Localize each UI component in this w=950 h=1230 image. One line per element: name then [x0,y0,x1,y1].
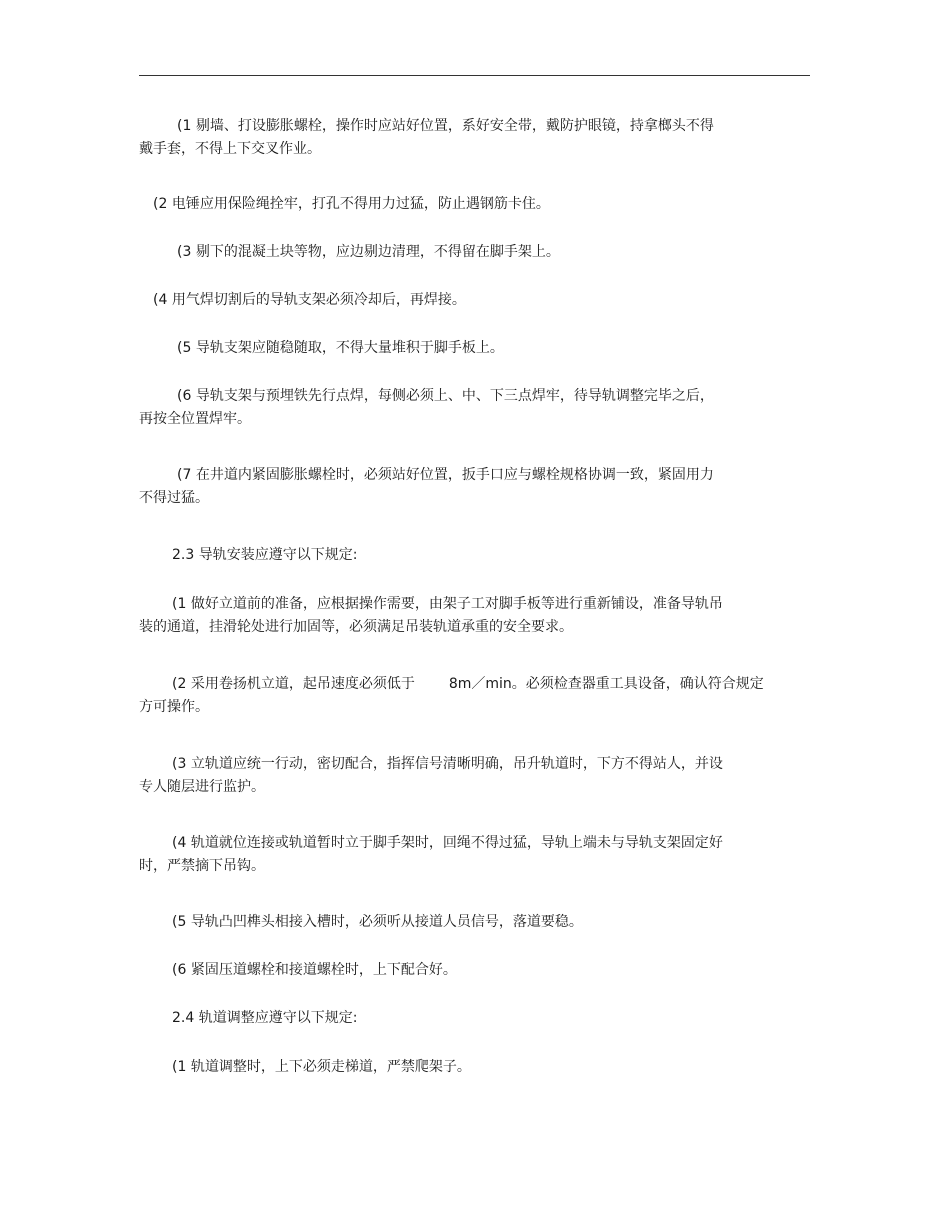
heading-text: 2.4 轨道调整应遵守以下规定: [172,1010,358,1026]
text-line: (3 剔下的混凝土块等物，应边剔边清理，不得留在脚手架上。 [177,244,560,260]
text-line: 戴手套，不得上下交叉作业。 [139,141,321,157]
paragraph-2-3-2 [139,673,789,719]
paragraph-6 [139,385,789,431]
text-line: (5 导轨凸凹榫头相接入槽时，必须听从接道人员信号，落道要稳。 [172,914,583,930]
section-heading-2-4 [139,1007,789,1030]
paragraph-2-3-1 [139,593,789,639]
text-segment: 8m／min。必须检查器重工具设备，确认符合规定 [448,676,764,692]
section-heading-2-3 [139,544,789,567]
paragraph-3 [139,241,789,264]
text-line: (6 导轨支架与预埋铁先行点焊，每侧必须上、中、下三点焊牢，待导轨调整完毕之后， [177,388,714,404]
text-line [139,673,789,696]
text-line: (4 用气焊切割后的导轨支架必须冷却后，再焊接。 [153,292,466,308]
paragraph-7 [139,464,789,510]
text-line: 装的通道，挂滑轮处进行加固等，必须满足吊装轨道承重的安全要求。 [139,619,573,635]
paragraph-4 [139,289,789,312]
text-line: (2 电锤应用保险绳拴牢，打孔不得用力过猛，防止遇钢筋卡住。 [153,196,550,212]
paragraph-2-3-3 [139,753,789,799]
paragraph-2 [139,193,789,216]
header-rule [139,75,810,76]
text-line: 时，严禁摘下吊钩。 [139,858,265,874]
text-line: 再按全位置焊牢。 [139,411,251,427]
text-line: 方可操作。 [139,699,209,715]
paragraph-1 [139,115,789,161]
paragraph-2-3-6 [139,959,789,982]
text-segment: (2 采用卷扬机立道，起吊速度必须低于 [172,676,415,692]
text-line: 不得过猛。 [139,490,209,506]
text-line: (1 做好立道前的准备，应根据操作需要，由架子工对脚手板等进行重新铺设，准备导轨吊 [172,596,723,612]
text-line: 专人随层进行监护。 [139,779,265,795]
heading-text: 2.3 导轨安装应遵守以下规定: [172,547,358,563]
text-line: (6 紧固压道螺栓和接道螺栓时，上下配合好。 [172,962,457,978]
text-line: (1 轨道调整时，上下必须走梯道，严禁爬架子。 [172,1059,471,1075]
text-line: (5 导轨支架应随稳随取，不得大量堆积于脚手板上。 [177,340,504,356]
paragraph-5 [139,337,789,360]
text-line: (7 在井道内紧固膨胀螺栓时，必须站好位置，扳手口应与螺栓规格协调一致，紧固用力 [177,467,714,483]
text-line: (4 轨道就位连接或轨道暂时立于脚手架时，回绳不得过猛，导轨上端未与导轨支架固定好 [172,835,723,851]
paragraph-2-3-4 [139,832,789,878]
text-line: (1 剔墙、打设膨胀螺栓，操作时应站好位置，系好安全带，戴防护眼镜，持拿榔头不得 [177,118,714,134]
paragraph-2-3-5 [139,911,789,934]
paragraph-2-4-1 [139,1056,789,1079]
text-line: (3 立轨道应统一行动，密切配合，指挥信号清晰明确，吊升轨道时，下方不得站人，并设 [172,756,723,772]
